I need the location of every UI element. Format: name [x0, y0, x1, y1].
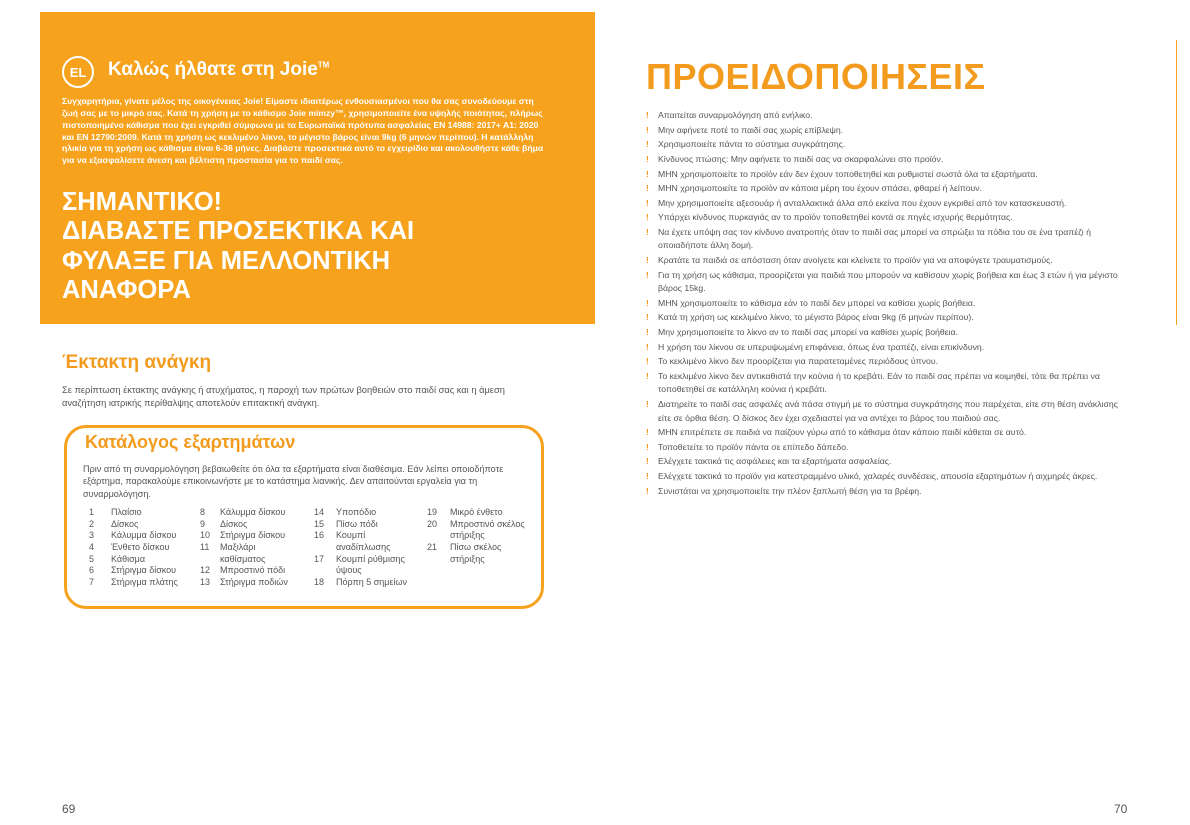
parts-list-item	[89, 542, 199, 554]
warning-text: Κατά τη χρήση ως κεκλιμένο λίκνο, το μέγιστο βάρος είναι 9kg (6 μηνών περίπου).	[658, 312, 974, 323]
warning-bullet-icon: !	[646, 485, 649, 496]
warning-item	[646, 426, 1130, 439]
parts-list-item	[427, 542, 537, 565]
emergency-heading: Έκτακτη ανάγκη	[62, 352, 212, 373]
warning-text: Συνιστάται να χρησιμοποιείτε την πλέον ξαπλωτή θέση για τα βρέφη.	[658, 485, 922, 496]
warning-bullet-icon: !	[646, 227, 649, 237]
parts-item-number: 12	[200, 565, 211, 576]
parts-item-number: 1	[89, 507, 95, 517]
parts-item-label: Δίσκος	[220, 518, 248, 529]
parts-item-label: Στήριγμα πλάτης	[111, 577, 178, 588]
parts-list-item	[200, 530, 310, 542]
warning-item	[646, 398, 1130, 425]
parts-list-item	[200, 577, 310, 589]
parts-item-number: 9	[200, 518, 206, 529]
parts-list-item	[314, 577, 429, 589]
warning-text: Απαιτείται συναρμολόγηση από ενήλικο.	[658, 110, 813, 120]
parts-item-number: 13	[200, 577, 211, 588]
warning-bullet-icon: !	[646, 139, 649, 150]
parts-item-number: 4	[89, 542, 95, 553]
warning-bullet-icon: !	[646, 327, 649, 338]
warning-item	[646, 341, 1130, 354]
parts-list-item	[427, 519, 537, 542]
warning-bullet-icon: !	[646, 197, 649, 208]
warning-text: Διατηρείτε το παιδί σας ασφαλές ανά πάσα στιγμή με το σύστημα συγκράτησης που παρέχεται, είτε στη θέση ανάκλισης είτε σε όρθια θέση. Ο δίσκος δεν έχει σχεδιαστεί για να αντέχει το βάρος του παιδιού σας.	[658, 399, 1118, 423]
warning-bullet-icon: !	[646, 399, 649, 410]
parts-item-label: Μικρό ένθετο	[450, 507, 503, 517]
page-number-left: 69	[62, 802, 76, 816]
parts-item-number: 7	[89, 577, 95, 588]
warning-text: Τοποθετείτε το προϊόν πάντα σε επίπεδο δάπεδο.	[658, 441, 849, 452]
parts-column-1	[89, 507, 199, 589]
warning-bullet-icon: !	[646, 255, 649, 266]
warning-item	[646, 470, 1130, 483]
warning-item	[646, 182, 1130, 195]
parts-item-label: Κάλυμμα δίσκου	[111, 530, 177, 541]
warning-bullet-icon: !	[646, 212, 649, 223]
parts-item-label: Στήριγμα ποδιών	[220, 577, 288, 588]
parts-item-number: 19	[427, 507, 438, 517]
emergency-paragraph: Σε περίπτωση έκτακτης ανάγκης ή ατυχήματος, η παροχή των πρώτων βοηθειών στο παιδί σας και η άμεση αναζήτηση ιατρικής περίθαλψης αποτελούν επιτακτική ανάγκη.	[62, 385, 505, 409]
parts-item-number: 11	[200, 542, 210, 553]
warning-item	[646, 355, 1130, 368]
warning-item	[646, 124, 1130, 137]
parts-list-heading: Κατάλογος εξαρτημάτων	[85, 432, 296, 452]
important-heading: ΣΗΜΑΝΤΙΚΟ! ΔΙΑΒΑΣΤΕ ΠΡΟΣΕΚΤΙΚΑ ΚΑΙ ΦΥΛΑΞΕ ΓΙΑ ΜΕΛΛΟΝΤΙΚΗ ΑΝΑΦΟΡΑ	[62, 188, 415, 304]
parts-item-label: Κουμπί αναδίπλωσης	[336, 530, 391, 553]
parts-item-label: Κουμπί ρύθμισης ύψους	[336, 553, 405, 576]
parts-list-item	[200, 507, 310, 519]
warning-item	[646, 455, 1130, 468]
parts-item-number: 20	[427, 518, 438, 529]
parts-list-item	[314, 507, 429, 519]
warnings-heading: ΠΡΟΕΙΔΟΠΟΙΗΣΕΙΣ	[646, 56, 986, 97]
parts-list-item	[314, 519, 429, 531]
warning-text: Μην αφήνετε ποτέ το παιδί σας χωρίς επίβλεψη.	[658, 124, 844, 135]
warning-text: ΜΗΝ χρησιμοποιείτε το προϊόν εάν δεν έχουν τοποθετηθεί και ρυθμιστεί σωστά όλα τα εξαρτήματα.	[658, 168, 1038, 179]
warning-item	[646, 254, 1130, 267]
warning-text: Κρατάτε τα παιδιά σε απόσταση όταν ανοίγετε και κλείνετε το προϊόν για να αποφύγετε τραυματισμούς.	[658, 255, 1053, 266]
language-badge: EL	[62, 56, 94, 88]
parts-item-label: Κάλυμμα δίσκου	[220, 507, 286, 517]
parts-list-item	[314, 530, 429, 553]
warning-bullet-icon: !	[646, 441, 649, 452]
warning-bullet-icon: !	[646, 471, 649, 482]
welcome-title	[108, 59, 329, 81]
warning-text: ΜΗΝ χρησιμοποιείτε το προϊόν αν κάποια μέρη του έχουν σπάσει, φθαρεί ή λείπουν.	[658, 183, 983, 194]
page-edge-rule	[1176, 40, 1177, 325]
parts-list-item	[89, 519, 199, 531]
warning-bullet-icon: !	[646, 456, 649, 467]
warning-text: Η χρήση του λίκνου σε υπερυψωμένη επιφάνεια, όπως ένα τραπέζι, είναι επικίνδυνη.	[658, 341, 985, 352]
parts-item-number: 15	[314, 518, 325, 529]
parts-item-label: Πίσω σκέλος στήριξης	[450, 542, 502, 564]
parts-list-item	[200, 542, 310, 565]
parts-item-label: Στήριγμα δίσκου	[220, 530, 286, 541]
warning-text: Κίνδυνος πτώσης: Μην αφήνετε το παιδί σας να σκαρφαλώνει στο προϊόν.	[658, 153, 944, 164]
parts-item-label: Μαξιλάρι καθίσματος	[220, 542, 266, 564]
parts-list-item	[89, 577, 199, 589]
warning-text: Για τη χρήση ως κάθισμα, προορίζεται για παιδιά που μπορούν να καθίσουν χωρίς βοήθεια και έως 3 ετών ή για μέγιστο βάρος 15kg.	[658, 269, 1118, 294]
warning-bullet-icon: !	[646, 297, 649, 308]
parts-item-label: Πίσω πόδι	[336, 518, 378, 529]
warning-text: Μην χρησιμοποιείτε αξεσουάρ ή ανταλλακτικά άλλα από εκείνα που έχουν εγκριθεί από τον κατασκευαστή.	[658, 197, 1067, 208]
parts-item-number: 18	[314, 577, 325, 588]
warning-text: Να έχετε υπόψη σας τον κίνδυνο ανατροπής όταν το παιδί σας μπορεί να σπρώξει τα πόδια του σε ένα τραπέζι ή οποιαδήποτε άλλη δομή.	[658, 227, 1091, 251]
warning-bullet-icon: !	[646, 110, 649, 120]
parts-item-number: 14	[314, 507, 325, 517]
parts-list-box	[64, 425, 544, 609]
warning-text: Το κεκλιμένο λίκνο δεν αντικαθιστά την κούνια ή το κρεβάτι. Εάν το παιδί σας πρέπει να κοιμηθεί, τότε θα πρέπει να τοποθετηθεί σε κατάλληλη κούνια ή κρεβάτι.	[658, 370, 1100, 395]
warning-bullet-icon: !	[646, 269, 649, 280]
warning-bullet-icon: !	[646, 183, 649, 194]
warning-item	[646, 226, 1130, 253]
warning-text: Υπάρχει κίνδυνος πυρκαγιάς αν το προϊόν τοποθετηθεί κοντά σε πηγές ισχυρής θερμότητας.	[658, 212, 1013, 223]
parts-item-label: Μπροστινό πόδι	[220, 565, 286, 576]
warning-text: Μην χρησιμοποιείτε το λίκνο αν το παιδί σας μπορεί να καθίσει χωρίς βοήθεια.	[658, 327, 958, 338]
warning-bullet-icon: !	[646, 168, 649, 179]
parts-item-number: 6	[89, 565, 95, 576]
parts-item-label: Στήριγμα δίσκου	[111, 565, 177, 576]
warning-bullet-icon: !	[646, 153, 649, 164]
warning-item	[646, 297, 1130, 310]
warning-item	[646, 370, 1130, 397]
parts-list-intro: Πριν από τη συναρμολόγηση βεβαιωθείτε ότι όλα τα εξαρτήματα είναι διαθέσιμα. Εάν λείπει οποιοδήποτε εξάρτημα, παρακαλούμε επικοινωνήστε με το κατάστημα λιανικής. Δεν απαιτούνται εργαλεία για τη συναρμολόγηση.	[83, 464, 504, 499]
warnings-list	[646, 109, 1130, 499]
warning-bullet-icon: !	[646, 370, 649, 381]
warning-item	[646, 326, 1130, 339]
warning-bullet-icon: !	[646, 124, 649, 135]
warning-text: Χρησιμοποιείτε πάντα το σύστημα συγκράτησης.	[658, 139, 846, 150]
parts-column-4	[427, 507, 537, 565]
warning-item	[646, 153, 1130, 166]
parts-list-item	[200, 565, 310, 577]
parts-list-item	[89, 565, 199, 577]
welcome-title-text: Καλώς ήλθατε στη Joie	[108, 59, 318, 80]
parts-list-item	[314, 554, 429, 577]
warning-bullet-icon: !	[646, 356, 649, 367]
intro-paragraph: Συγχαρητήρια, γίνατε μέλος της οικογένειας Joie! Είμαστε ιδιαιτέρως ενθουσιασμένοι που θα σας συνοδεύουμε στη ζωή σας με το μικρό σας. Κατά τη χρήση με το κάθισμο Joie mimzy™, χρησιμοποιείτε ένα υψηλής ποιότητας, πλήρως πιστοποιημένο κάθισμα που έχει εγκριθεί σύμφωνα με τα Ευρωπαϊκά πρότυπα ασφαλείας EN 14988: 2017+ A1: 2020 και EN 12790:2009. Κατά τη χρήση ως κεκλιμένο λίκνο, το μέγιστο βάρος είναι 9kg (6 μηνών περίπου). Η κατάλληλη ηλικία για τη χρήση ως κάθισμα είναι 6-36 μήνες. Διαβάστε προσεκτικά αυτό το εγχειρίδιο και ακολουθήστε κάθε βήμα για να εξασφαλίσετε άνεση και βέλτιστη προστασία για το παιδί σας.	[62, 96, 544, 166]
parts-item-label: Δίσκος	[111, 518, 139, 529]
warning-bullet-icon: !	[646, 427, 649, 438]
warning-item	[646, 168, 1130, 181]
warning-item	[646, 441, 1130, 454]
page-number-right: 70	[1114, 802, 1128, 816]
parts-item-label: Υποπόδιο	[336, 507, 377, 517]
parts-item-label: Ένθετο δίσκου	[111, 542, 170, 553]
warning-item	[646, 485, 1130, 498]
warning-bullet-icon: !	[646, 341, 649, 352]
parts-list-item	[427, 507, 537, 519]
parts-item-number: 16	[314, 530, 325, 541]
parts-item-label: Μπροστινό σκέλος στήριξης	[450, 518, 525, 541]
parts-item-number: 21	[427, 542, 438, 553]
warning-text: Το κεκλιμένο λίκνο δεν προορίζεται για παρατεταμένες περιόδους ύπνου.	[658, 356, 938, 367]
warning-text: ΜΗΝ επιτρέπετε σε παιδιά να παίζουν γύρω από το κάθισμα όταν κάποιο παιδί κάθεται σε αυτό.	[658, 427, 1027, 438]
warning-item	[646, 211, 1130, 224]
parts-item-label: Πλαίσιο	[111, 507, 142, 517]
warning-item	[646, 311, 1130, 324]
parts-item-number: 10	[200, 530, 211, 541]
parts-list-item	[200, 519, 310, 531]
parts-list-item	[89, 507, 199, 519]
parts-item-number: 3	[89, 530, 95, 541]
parts-column-2	[200, 507, 310, 589]
parts-column-3	[314, 507, 429, 589]
parts-item-number: 5	[89, 553, 95, 564]
warning-item	[646, 109, 1130, 122]
parts-item-number: 17	[314, 553, 325, 564]
parts-list-item	[89, 530, 199, 542]
parts-item-number: 8	[200, 507, 206, 517]
warning-text: ΜΗΝ χρησιμοποιείτε το κάθισμα εάν το παιδί δεν μπορεί να καθίσει χωρίς βοήθεια.	[658, 297, 976, 308]
warning-item	[646, 197, 1130, 210]
parts-item-number: 2	[89, 518, 95, 529]
parts-item-label: Κάθισμα	[111, 553, 146, 564]
warning-item	[646, 138, 1130, 151]
parts-list-item	[89, 554, 199, 566]
trademark-mark: TM	[317, 60, 330, 70]
welcome-banner	[40, 12, 595, 324]
warning-text: Ελέγχετε τακτικά το προϊόν για κατεστραμμένο υλικό, χαλαρές συνδέσεις, απουσία εξαρτημάτων ή αιχμηρές άκρες.	[658, 471, 1098, 482]
warning-item	[646, 269, 1130, 296]
warning-bullet-icon: !	[646, 312, 649, 323]
parts-item-label: Πόρπη 5 σημείων	[336, 577, 408, 588]
warning-text: Ελέγχετε τακτικά τις ασφάλειες και τα εξαρτήματα ασφαλείας.	[658, 456, 892, 467]
